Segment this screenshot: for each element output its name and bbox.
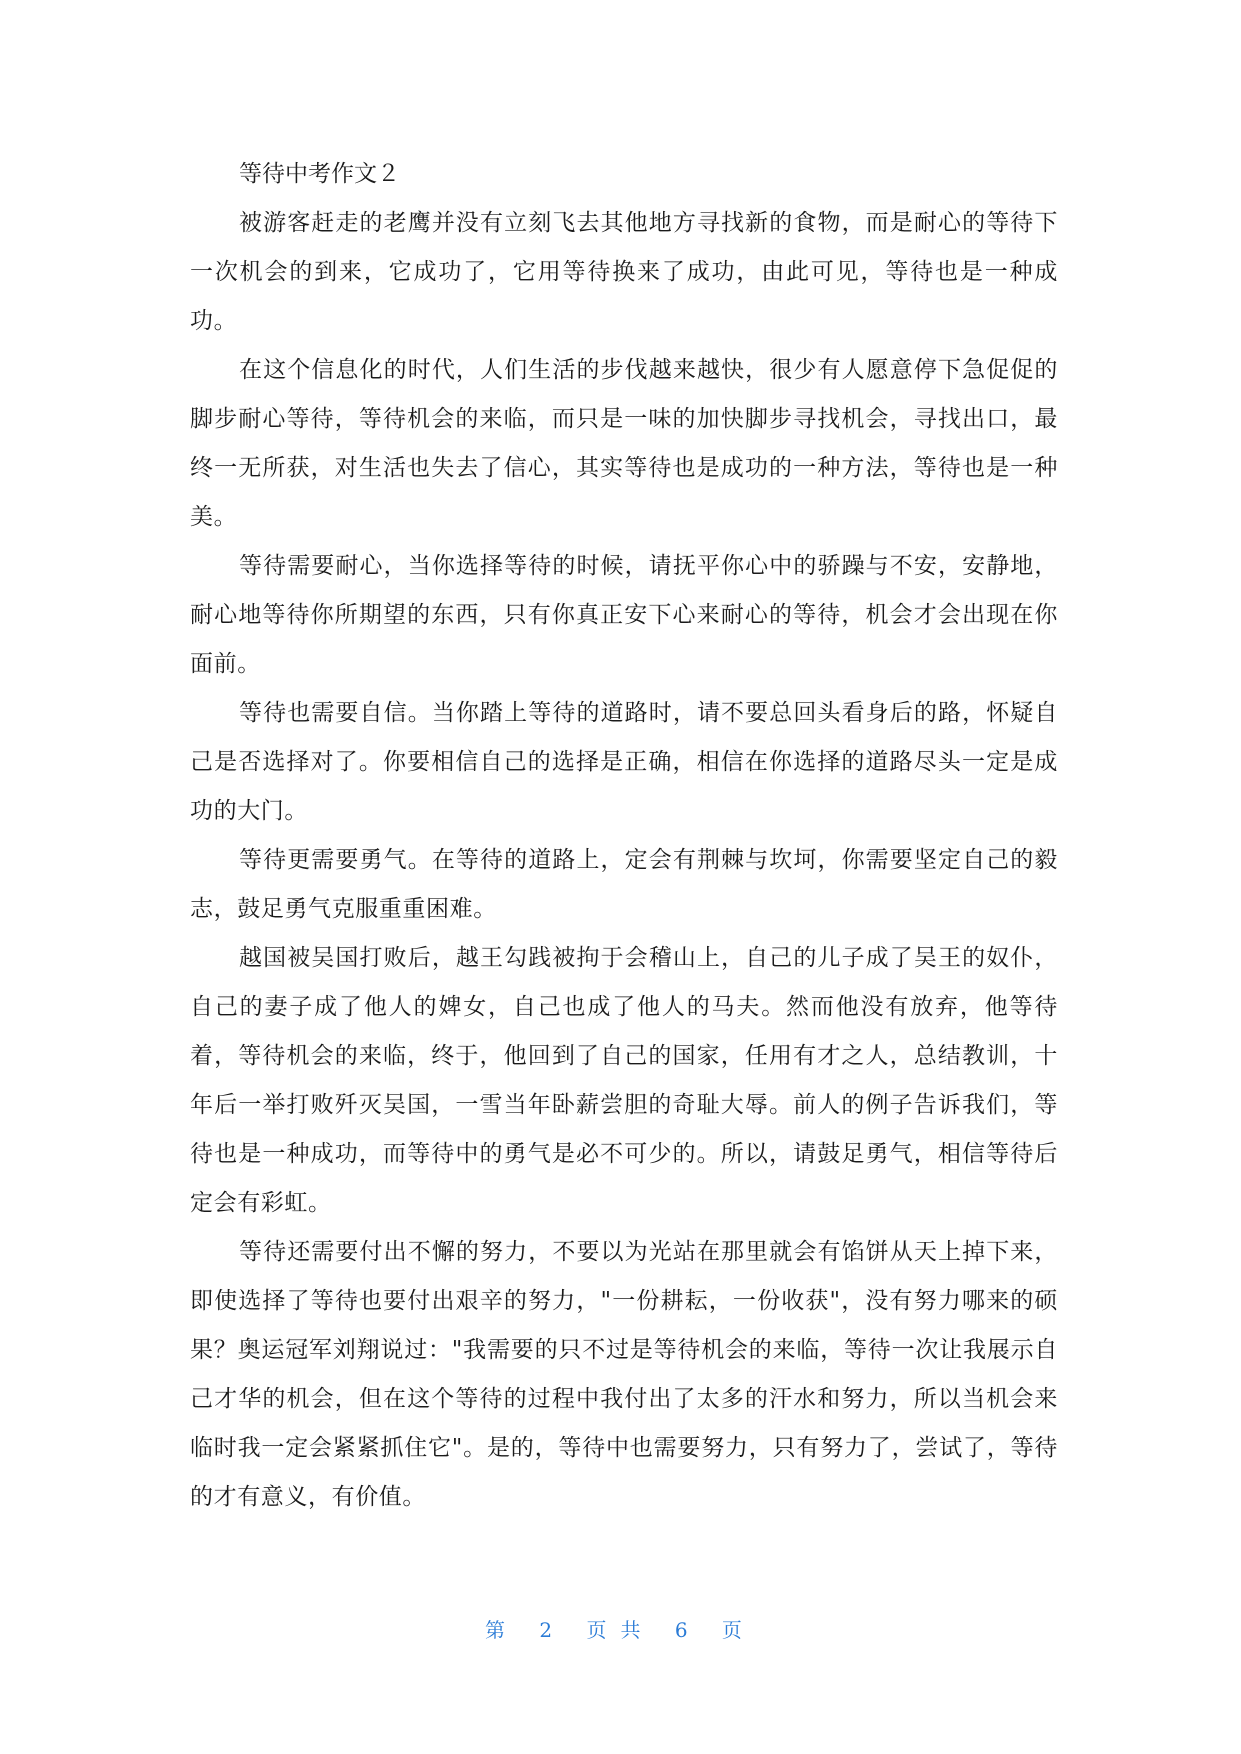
paragraph-3: 等待需要耐心，当你选择等待的时候，请抚平你心中的骄躁与不安，安静地，耐心地等待你所期望的东西，只有你真正安下心来耐心的等待，机会才会出现在你面前。 — [190, 553, 1058, 677]
paragraph-5: 等待更需要勇气。在等待的道路上，定会有荆棘与坎坷，你需要坚定自己的毅志，鼓足勇气克服重重困难。 — [190, 847, 1058, 922]
paragraph-1: 被游客赶走的老鹰并没有立刻飞去其他地方寻找新的食物，而是耐心的等待下一次机会的到来，它成功了，它用等待换来了成功，由此可见，等待也是一种成功。 — [190, 210, 1058, 334]
paragraph-6: 越国被吴国打败后，越王勾践被拘于会稽山上，自己的儿子成了吴王的奴仆，自己的妻子成了他人的婢女，自己也成了他人的马夫。然而他没有放弃，他等待着，等待机会的来临，终于，他回到了自己的国家，任用有才之人，总结教训，十年后一举打败歼灭吴国，一雪当年卧薪尝胆的奇耻大辱。前人的例子告诉我们，等待也是一种成功，而等待中的勇气是必不可少的。所以，请鼓足勇气，相信等待后定会有彩虹。 — [190, 945, 1058, 1216]
paragraph-4: 等待也需要自信。当你踏上等待的道路时，请不要总回头看身后的路，怀疑自己是否选择对了。你要相信自己的选择是正确，相信在你选择的道路尽头一定是成功的大门。 — [190, 700, 1058, 824]
page-number-footer: 第 2 页共 6 页 — [485, 1618, 756, 1642]
paragraph-7: 等待还需要付出不懈的努力，不要以为光站在那里就会有馅饼从天上掉下来，即使选择了等待也要付出艰辛的努力，"一份耕耘，一份收获"，没有努力哪来的硕果？奥运冠军刘翔说过："我需要的只不过是等待机会的来临，等待一次让我展示自己才华的机会，但在这个等待的过程中我付出了太多的汗水和努力，所以当机会来临时我一定会紧紧抓住它"。是的，等待中也需要努力，只有努力了，尝试了，等待的才有意义，有价值。 — [190, 1239, 1058, 1510]
article-body — [190, 150, 1058, 1522]
paragraph-2: 在这个信息化的时代，人们生活的步伐越来越快，很少有人愿意停下急促促的脚步耐心等待，等待机会的来临，而只是一味的加快脚步寻找机会，寻找出口，最终一无所获，对生活也失去了信心，其实等待也是成功的一种方法，等待也是一种美。 — [190, 357, 1058, 530]
article-title: 等待中考作文２ — [239, 161, 400, 187]
